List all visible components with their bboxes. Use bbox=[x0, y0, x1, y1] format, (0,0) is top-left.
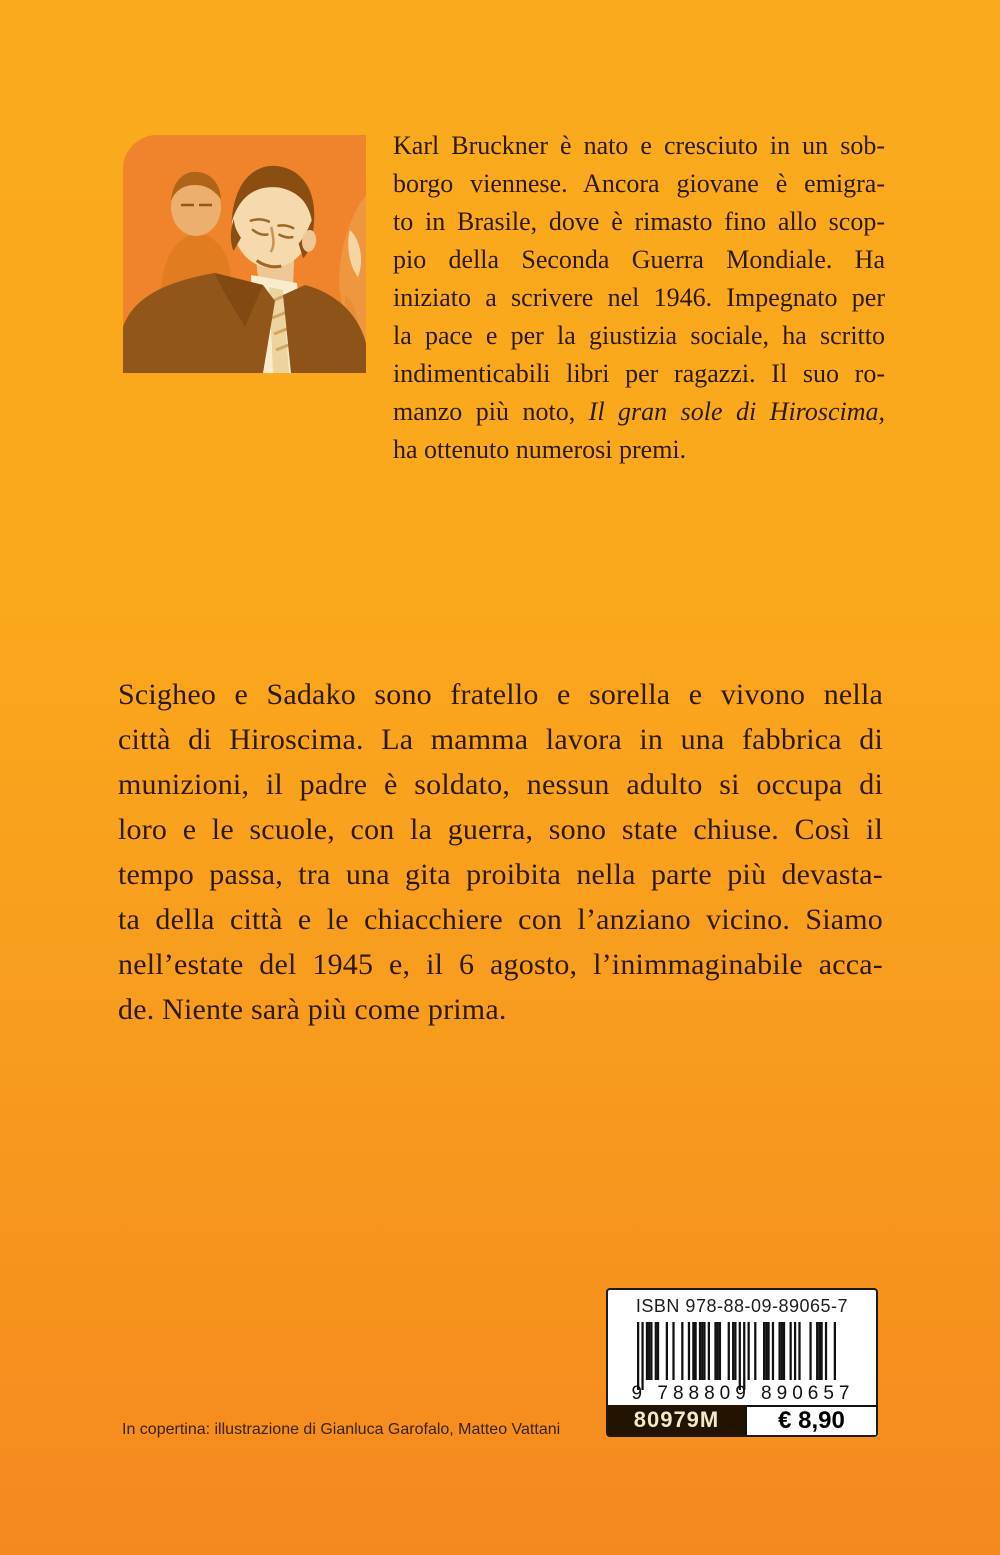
book-title-italic: Il gran sole di Hiroscima, bbox=[588, 397, 885, 426]
barcode-digits: 9 788809 890657 bbox=[631, 1383, 855, 1404]
bio-line: indimenticabili libri per ragazzi. Il suo ro- bbox=[393, 359, 885, 388]
synopsis-text bbox=[118, 672, 883, 1032]
synopsis-line: Scigheo e Sadako sono fratello e sorella e vivono nella bbox=[118, 678, 883, 711]
bio-line: to in Brasile, dove è rimasto fino allo scop- bbox=[393, 207, 885, 236]
cover-credit: In copertina: illustrazione di Gianluca Garofalo, Matteo Vattani bbox=[122, 1421, 561, 1438]
synopsis-line: munizioni, il padre è soldato, nessun adulto si occupa di bbox=[118, 768, 883, 801]
synopsis-line: ta della città e le chiacchiere con l’anziano vicino. Siamo bbox=[118, 903, 883, 936]
synopsis-last-line: de. Niente sarà più come prima. bbox=[118, 993, 507, 1026]
bio-line: la pace e per la giustizia sociale, ha scritto bbox=[393, 321, 885, 350]
bio-line: iniziato a scrivere nel 1946. Impegnato per bbox=[393, 283, 885, 312]
bio-line: Karl Bruckner è nato e cresciuto in un sob- bbox=[393, 131, 885, 160]
barcode-label bbox=[606, 1288, 878, 1437]
edition-code-box: 80979M bbox=[608, 1405, 745, 1435]
author-bio-text bbox=[393, 127, 885, 469]
bio-line-with-title bbox=[393, 393, 885, 431]
author-photo bbox=[123, 135, 366, 373]
barcode-bars-icon bbox=[637, 1322, 847, 1390]
bio-line: pio della Seconda Guerra Mondiale. Ha bbox=[393, 245, 885, 274]
synopsis-line: città di Hiroscima. La mamma lavora in una fabbrica di bbox=[118, 723, 883, 756]
synopsis-line: tempo passa, tra una gita proibita nella parte più devasta- bbox=[118, 858, 883, 891]
bio-line: borgo viennese. Ancora giovane è emigra- bbox=[393, 169, 885, 198]
synopsis-line: loro e le scuole, con la guerra, sono state chiuse. Così il bbox=[118, 813, 883, 846]
price-box: € 8,90 bbox=[745, 1405, 876, 1435]
isbn-text: ISBN 978-88-09-89065-7 bbox=[635, 1296, 849, 1316]
barcode-bottom-row bbox=[608, 1405, 876, 1435]
synopsis-line: nell’estate del 1945 e, il 6 agosto, l’inimmaginabile acca- bbox=[118, 948, 883, 981]
portrait-photo-icon bbox=[123, 135, 366, 373]
bio-last-line: ha ottenuto numerosi premi. bbox=[393, 435, 687, 464]
bio-line-text: manzo più noto, bbox=[393, 397, 589, 426]
